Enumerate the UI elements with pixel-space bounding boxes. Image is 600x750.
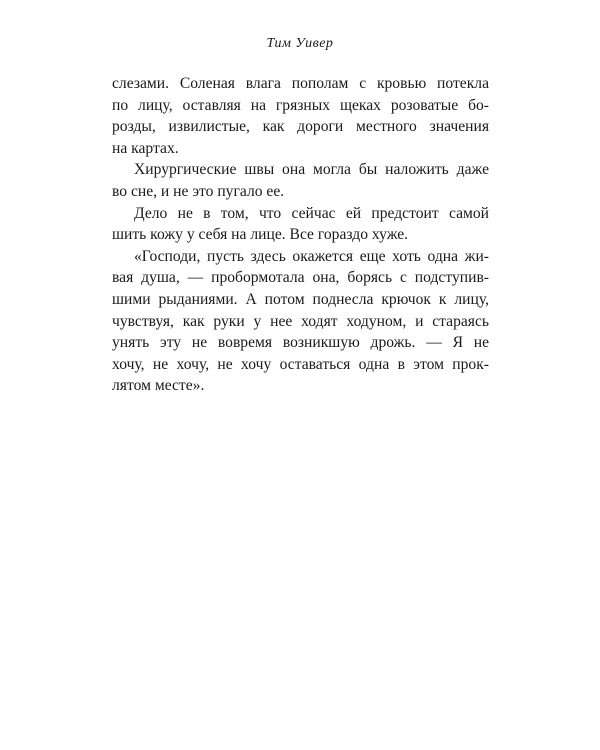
- text-line: по лицу, оставляя на грязных щеках розоватые бо-: [112, 96, 489, 114]
- text-line: слезами. Соленая влага пополам с кровью потекла: [112, 75, 489, 92]
- paragraph: [112, 203, 489, 246]
- text-line: на картах.: [112, 139, 179, 157]
- paragraph: [112, 159, 489, 202]
- text-line: шить кожу у себя на лице. Все гораздо хуже.: [112, 226, 409, 244]
- text-line: шими рыданиями. А потом поднесла крючок к лицу,: [112, 290, 489, 308]
- text-line: хочу, не хочу, не хочу оставаться одна в этом прок-: [112, 355, 489, 373]
- text-line: лятом месте».: [112, 377, 205, 395]
- text-line: во сне, и не это пугало ее.: [112, 182, 285, 200]
- running-header: Тим Уивер: [266, 36, 334, 51]
- text-line: унять эту не вовремя возникшую дрожь. — Я не: [112, 334, 489, 352]
- body-text: [112, 73, 489, 397]
- text-line: Хирургические швы она могла бы наложить даже: [134, 161, 489, 179]
- paragraph: [112, 73, 489, 159]
- text-line: «Господи, пусть здесь окажется еще хоть одна жи-: [134, 247, 489, 265]
- text-line: чувствуя, как руки у нее ходят ходуном, и стараясь: [112, 312, 489, 330]
- paragraph: [112, 246, 489, 397]
- text-line: вая душа, — пробормотала она, борясь с подступив-: [112, 269, 489, 287]
- text-line: розды, извилистые, как дороги местного значения: [112, 118, 489, 136]
- text-line: Дело не в том, что сейчас ей предстоит самой: [134, 204, 489, 222]
